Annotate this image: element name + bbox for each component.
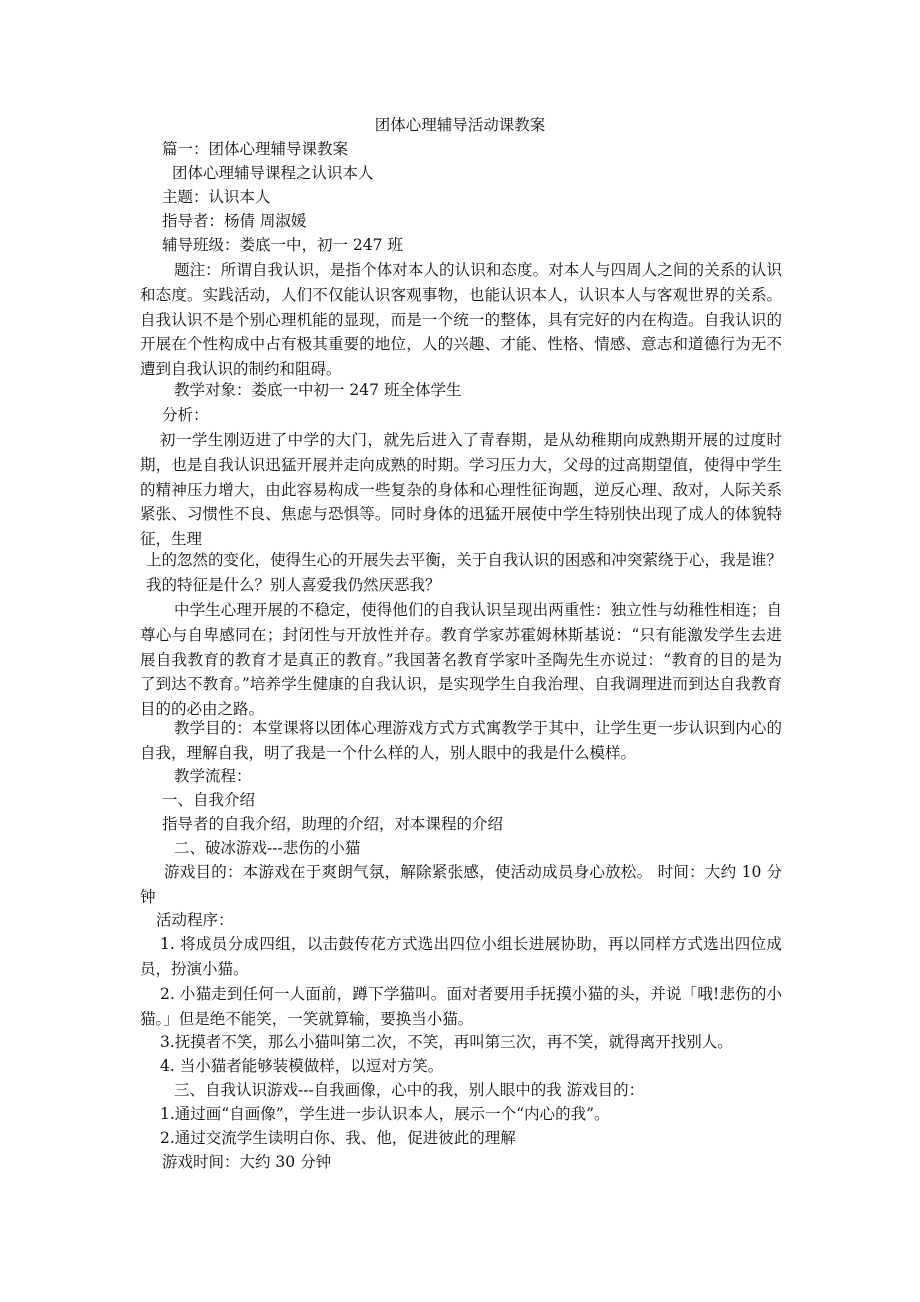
step3-heading: 三、自我认识游戏---自我画像，心中的我，别人眼中的我 游戏目的： (174, 1081, 645, 1099)
flow-heading: 教学流程： (174, 767, 252, 785)
class-line: 辅导班级：娄底一中，初一 247 班 (162, 236, 403, 254)
goal-text: 教学目的：本堂课将以团体心理游戏方式方式寓教学于其中，让学生更一步认识到内心的自我，理解自我，明了我是一个什么样的人，别人眼中的我是什么模样。 (140, 719, 782, 762)
course-title: 团体心理辅导课程之认识本人 (172, 164, 374, 182)
analysis-text-3: 中学生心理开展的不稳定，使得他们的自我认识呈现出两重性：独立性与幼稚性相连；自尊心与自卑感同在；封闭性与开放性并存。教育学家苏霍姆林斯基说：“只有能激发学生去进展自我教育的教育才是真正的教育。”我国著名教育学家叶圣陶先生亦说过：“教育的目的是为了到达不教育。”培养学生健康的自我认识，是实现学生自我治理、自我调理进而到达自我教育目的的必由之路。 (140, 601, 782, 719)
analysis-paragraph-3 (140, 598, 782, 722)
document-title: 团体心理辅导活动课教案 (374, 116, 546, 134)
step2-goal-paragraph (140, 860, 782, 910)
analysis-heading: 分析： (162, 406, 209, 424)
procedure-step-2 (140, 982, 782, 1032)
procedure-step-2-text: 2. 小猫走到任何一人面前，蹲下学猫叫。面对者要用手抚摸小猫的头，并说「哦!悲伤的小猫。」但是绝不能笑，一笑就算输，要换当小猫。 (140, 985, 782, 1028)
step3-time: 游戏时间：大约 30 分钟 (162, 1153, 332, 1171)
procedure-step-3: 3.抚摸者不笑，那么小猫叫第二次，不笑，再叫第三次，再不笑，就得离开找别人。 (160, 1033, 733, 1051)
analysis-paragraph-1 (140, 428, 782, 552)
chapter-heading: 篇一：团体心理辅导课教案 (162, 140, 349, 158)
procedure-step-4: 4. 当小猫者能够装模做样，以逗对方笑。 (160, 1057, 444, 1075)
analysis-paragraph-2 (146, 548, 782, 598)
procedure-step-1-text: 1. 将成员分成四组，以击鼓传花方式选出四位小组长进展协助，再以同样方式选出四位成员，扮演小猫。 (140, 935, 782, 978)
goal-paragraph (140, 716, 782, 766)
procedure-step-1 (140, 932, 782, 982)
target-line: 教学对象：娄底一中初一 247 班全体学生 (174, 381, 462, 399)
step3-goal-2: 2.通过交流学生读明白你、我、他，促进彼此的理解 (160, 1129, 516, 1147)
step2-goal-text: 游戏目的：本游戏在于爽朗气氛，解除紧张感，使活动成员身心放松。 时间：大约 10 分钟 (140, 863, 782, 906)
analysis-text-1: 初一学生刚迈进了中学的大门，就先后进入了青春期，是从幼稚期向成熟期开展的过度时期，也是自我认识迅猛开展并走向成熟的时期。学习压力大，父母的过高期望值，使得中学生的精神压力增大，由此容易构成一些复杂的身体和心理性征询题，逆反心理、敌对，人际关系紧张、习惯性不良、焦虑与恐惧等。同时身体的迅猛开展使中学生特别快出现了成人的体貌特征，生理 (140, 431, 782, 549)
topic-line: 主题：认识本人 (162, 188, 271, 206)
step3-goal-1: 1.通过画“自画像”，学生进一步认识本人，展示一个“内心的我”。 (160, 1105, 610, 1123)
intro-text: 题注：所谓自我认识，是指个体对本人的认识和态度。对本人与四周人之间的关系的认识和态度。实践活动，人们不仅能认识客观事物，也能认识本人，认识本人与客观世界的关系。自我认识不是个别心理机能的显现，而是一个统一的整体，具有完好的内在构造。自我认识的开展在个性构成中占有极其重要的地位，人的兴趣、才能、性格、情感、意志和道德行为无不遭到自我认识的制约和阻碍。 (140, 261, 782, 379)
analysis-text-2: 上的忽然的变化，使得生心的开展失去平衡，关于自我认识的困惑和冲突萦绕于心，我是谁？我的特征是什么？别人喜爱我仍然厌恶我？ (146, 551, 782, 594)
intro-paragraph (140, 258, 782, 382)
step1-text: 指导者的自我介绍，助理的介绍，对本课程的介绍 (162, 815, 504, 833)
procedure-heading: 活动程序： (156, 911, 234, 929)
instructors-line: 指导者：杨倩 周淑媛 (162, 212, 307, 230)
step2-heading: 二、破冰游戏---悲伤的小猫 (174, 839, 361, 857)
step1-heading: 一、自我介绍 (162, 791, 256, 809)
